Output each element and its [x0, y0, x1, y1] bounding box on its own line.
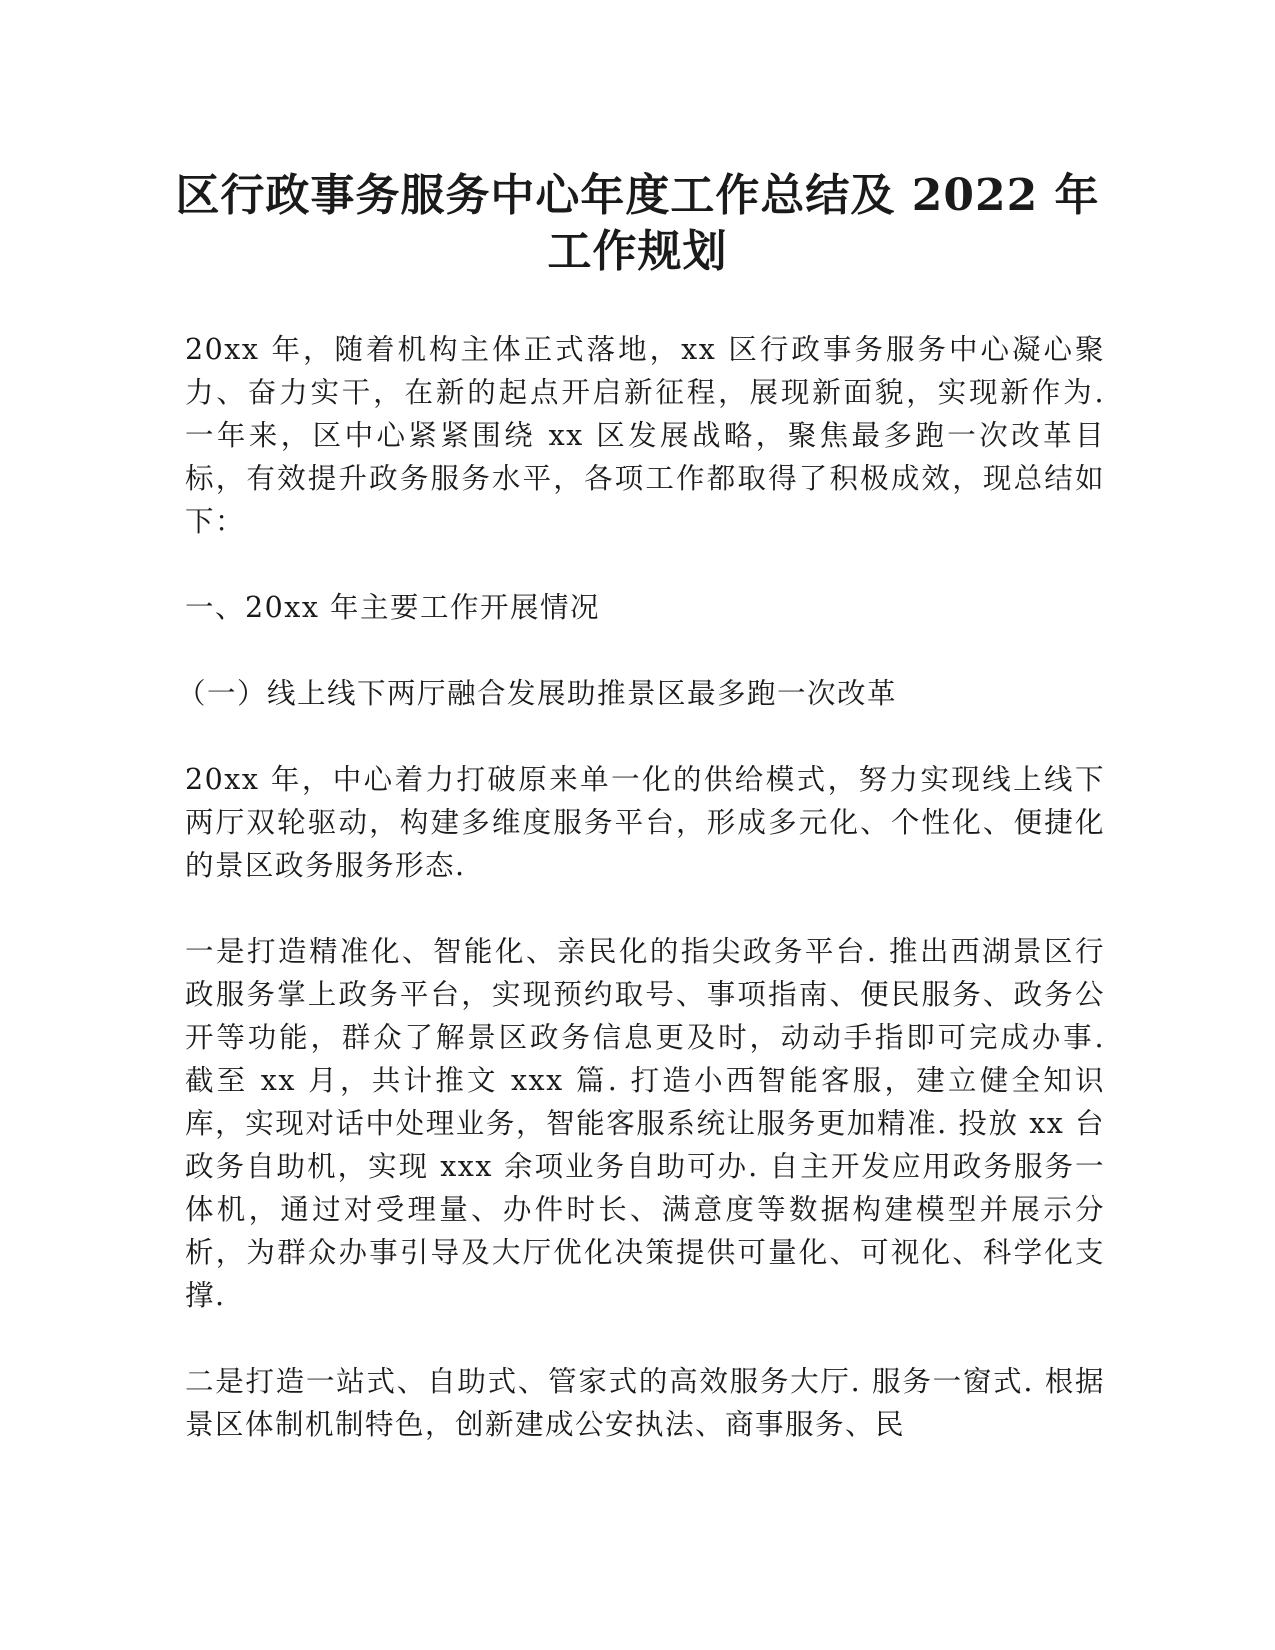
document-body	[177, 328, 1105, 1489]
body-paragraph: 二是打造一站式、自助式、管家式的高效服务大厅. 服务一窗式. 根据景区体制机制特色，创新建成公安执法、商事服务、民	[185, 1365, 1105, 1441]
body-paragraph: 20xx 年，中心着力打破原来单一化的供给模式，努力实现线上线下两厅双轮驱动，构建多维度服务平台，形成多元化、个性化、便捷化的景区政务服务形态.	[185, 763, 1105, 882]
document-title	[120, 168, 1155, 280]
title-line-2: 工作规划	[547, 226, 728, 277]
title-line-1: 区行政事务服务中心年度工作总结及 2022 年	[175, 170, 1100, 221]
body-paragraph: 一是打造精准化、智能化、亲民化的指尖政务平台. 推出西湖景区行政服务掌上政务平台，实现预约取号、事项指南、便民服务、政务公开等功能，群众了解景区政务信息更及时，动动手指即可完成办事. 截至 xx 月，共计推文 xxx 篇. 打造小西智能客服，建立健全知识库，实现对话中处理业务，智能客服系统让服务更加精准. 投放 xx 台政务自助机，实现 xxx 余项业务自助可办. 自主开发应用政务服务一体机，通过对受理量、办件时长、满意度等数据构建模型并展示分析，为群众办事引导及大厅优化决策提供可量化、可视化、科学化支撑.	[185, 935, 1105, 1312]
subsection-heading: （一）线上线下两厅融合发展助推景区最多跑一次改革	[177, 677, 898, 710]
intro-paragraph: 20xx 年，随着机构主体正式落地，xx 区行政事务服务中心凝心聚力、奋力实干，在新的起点开启新征程，展现新面貌，实现新作为. 一年来，区中心紧紧围绕 xx 区发展战略，聚焦最多跑一次改革目标，有效提升政务服务水平，各项工作都取得了积极成效，现总结如下：	[185, 333, 1105, 538]
section-heading: 一、20xx 年主要工作开展情况	[185, 591, 600, 624]
